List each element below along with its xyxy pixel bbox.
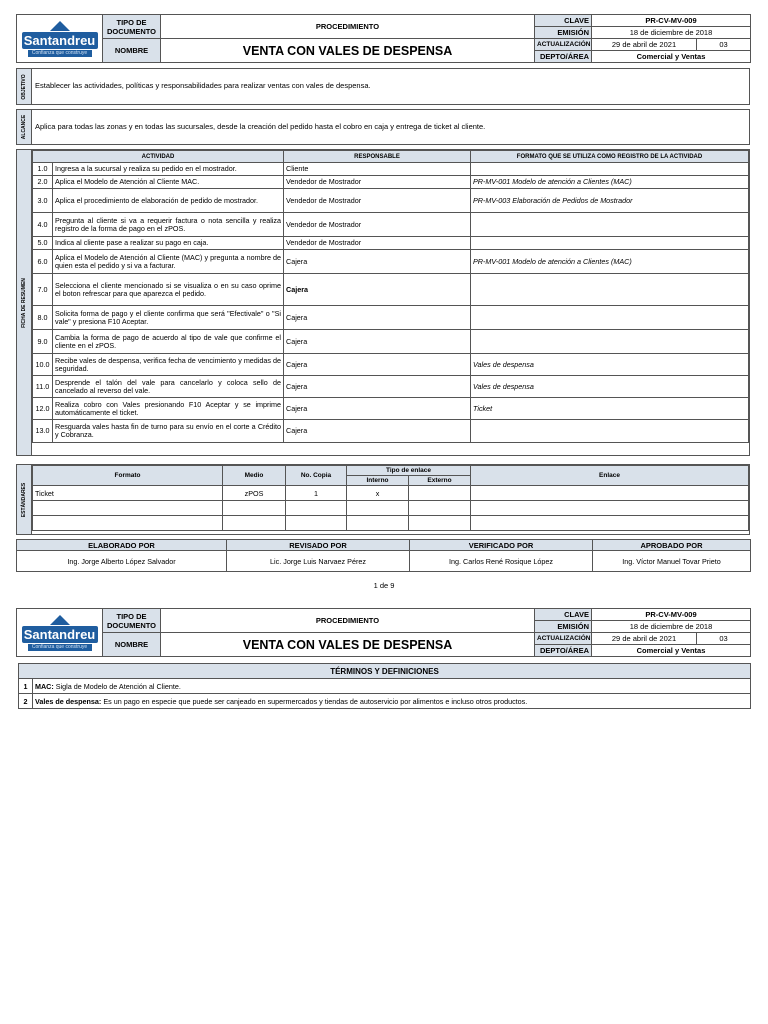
table-row [33, 250, 749, 274]
std-copias [286, 516, 347, 531]
std-medio [223, 501, 286, 516]
company-logo [17, 15, 103, 63]
logo-name: Santandreu [22, 32, 98, 49]
row-num: 3.0 [33, 189, 53, 213]
estandares-label: ESTÁNDARES [21, 482, 27, 517]
row-responsable: Vendedor de Mostrador [284, 189, 471, 213]
logo-tagline: Confianza que construye [28, 644, 92, 651]
emision-label: EMISIÓN [535, 27, 592, 39]
list-item [19, 694, 751, 709]
std-formato [33, 516, 223, 531]
list-item [19, 679, 751, 694]
row-num: 8.0 [33, 306, 53, 330]
term-definition: Sigla de Modelo de Atención al Cliente. [53, 681, 181, 691]
ficha-section [16, 149, 750, 456]
estandares-section [16, 464, 750, 535]
std-interno [347, 516, 409, 531]
header-enlace: Enlace [471, 466, 749, 486]
std-interno [347, 501, 409, 516]
header-responsable: RESPONSABLE [284, 151, 471, 163]
row-responsable: Cajera [284, 306, 471, 330]
header-interno: Interno [347, 476, 409, 486]
table-row [33, 420, 749, 443]
activities-table [32, 150, 749, 443]
table-row [33, 354, 749, 376]
tipo-value: PROCEDIMIENTO [161, 15, 535, 39]
std-formato: Ticket [33, 486, 223, 501]
table-row [33, 176, 749, 189]
term-definition: Es un pago en especie que puede ser canjeado en supermercados y tiendas de autoservicio por alimentos e incluso otros productos. [101, 696, 528, 706]
actualizacion-value: 29 de abril de 2021 [592, 39, 697, 51]
objetivo-label: OBJETIVO [21, 73, 27, 100]
term-entry [33, 679, 751, 694]
nombre-label: NOMBRE [103, 39, 161, 63]
std-medio [223, 516, 286, 531]
verificado-name: Ing. Carlos René Rosique López [410, 551, 593, 572]
actualizacion-value: 29 de abril de 2021 [592, 633, 697, 645]
table-row [33, 376, 749, 398]
signatures-table [16, 539, 751, 572]
row-formato: Vales de despensa [471, 354, 749, 376]
terms-table [18, 663, 751, 709]
emision-value: 18 de diciembre de 2018 [592, 27, 751, 39]
logo-name: Santandreu [22, 626, 98, 643]
std-copias: 1 [286, 486, 347, 501]
row-formato [471, 420, 749, 443]
depto-value: Comercial y Ventas [592, 645, 751, 657]
term-name: MAC: [35, 681, 54, 691]
row-actividad: Resguarda vales hasta fin de turno para su envío en el corte a Crédito y Cobranza. [53, 420, 284, 443]
revisado-name: Lic. Jorge Luis Narvaez Pérez [227, 551, 410, 572]
alcance-text: Aplica para todas las zonas y en todas las sucursales, desde la creación del pedido hasta el cobro en caja y entrega de ticket al cliente. [35, 122, 486, 131]
ficha-label: FICHA DE RESUMEN [21, 277, 27, 328]
row-responsable: Cajera [284, 398, 471, 420]
row-responsable: Cajera [284, 330, 471, 354]
row-actividad: Aplica el Modelo de Atención al Cliente MAC. [53, 176, 284, 189]
tipo-label: TIPO DE DOCUMENTO [103, 609, 161, 633]
table-row [33, 163, 749, 176]
row-formato: PR-MV-003 Elaboración de Pedidos de Mostrador [471, 189, 749, 213]
page2-header [16, 608, 750, 657]
row-actividad: Pregunta al cliente si va a requerir factura o nota sencilla y realiza registro de la forma de pago en el zPOS. [53, 213, 284, 237]
row-num: 6.0 [33, 250, 53, 274]
depto-value: Comercial y Ventas [592, 51, 751, 63]
table-row [33, 274, 749, 306]
revision-value: 03 [697, 39, 751, 51]
table-row [33, 306, 749, 330]
row-responsable: Cliente [284, 163, 471, 176]
header-tipo-enlace: Tipo de enlace [347, 466, 471, 476]
house-icon [50, 21, 70, 31]
std-formato [33, 501, 223, 516]
row-formato: Vales de despensa [471, 376, 749, 398]
depto-label: DEPTO/ÁREA [535, 51, 592, 63]
revision-value: 03 [697, 633, 751, 645]
clave-value: PR-CV-MV-009 [592, 609, 751, 621]
row-num: 11.0 [33, 376, 53, 398]
row-formato [471, 163, 749, 176]
header-medio: Medio [223, 466, 286, 486]
actualizacion-label: ACTUALIZACIÓN [535, 39, 592, 51]
row-actividad: Desprende el talón del vale para cancelarlo y coloca sello de cancelado al reverso del vale. [53, 376, 284, 398]
table-row [33, 501, 749, 516]
page-number: 1 de 9 [373, 581, 395, 590]
std-externo [409, 486, 471, 501]
header-copias: No. Copia [286, 466, 347, 486]
row-num: 13.0 [33, 420, 53, 443]
row-formato [471, 306, 749, 330]
std-enlace [471, 486, 749, 501]
term-num: 1 [19, 679, 33, 694]
emision-value: 18 de diciembre de 2018 [592, 621, 751, 633]
header-actividad: ACTIVIDAD [33, 151, 284, 163]
alcance-section [16, 109, 750, 145]
company-logo [17, 609, 103, 657]
row-actividad: Cambia la forma de pago de acuerdo al tipo de vale que confirme el cliente en el zPOS. [53, 330, 284, 354]
std-externo [409, 516, 471, 531]
std-interno: x [347, 486, 409, 501]
nombre-value: VENTA CON VALES DE DESPENSA [161, 633, 535, 657]
house-icon [50, 615, 70, 625]
std-enlace [471, 516, 749, 531]
row-actividad: Aplica el procedimiento de elaboración de pedido de mostrador. [53, 189, 284, 213]
elaborado-header: ELABORADO POR [17, 540, 227, 551]
row-num: 9.0 [33, 330, 53, 354]
row-num: 12.0 [33, 398, 53, 420]
header-formato: FORMATO QUE SE UTILIZA COMO REGISTRO DE LA ACTIVIDAD [471, 151, 749, 163]
std-externo [409, 501, 471, 516]
actualizacion-label: ACTUALIZACIÓN [535, 633, 592, 645]
row-actividad: Indica al cliente pase a realizar su pago en caja. [53, 237, 284, 250]
depto-label: DEPTO/ÁREA [535, 645, 592, 657]
row-formato: Ticket [471, 398, 749, 420]
revisado-header: REVISADO POR [227, 540, 410, 551]
table-row [33, 486, 749, 501]
table-row [33, 398, 749, 420]
emision-label: EMISIÓN [535, 621, 592, 633]
tipo-label: TIPO DE DOCUMENTO [103, 15, 161, 39]
aprobado-header: APROBADO POR [593, 540, 751, 551]
row-actividad: Recibe vales de despensa, verifica fecha de vencimiento y medidas de seguridad. [53, 354, 284, 376]
row-formato: PR-MV-001 Modelo de atención a Clientes (MAC) [471, 176, 749, 189]
row-num: 4.0 [33, 213, 53, 237]
terms-title: TÉRMINOS Y DEFINICIONES [19, 664, 751, 679]
page1-header [16, 14, 750, 63]
tipo-value: PROCEDIMIENTO [161, 609, 535, 633]
objetivo-text: Establecer las actividades, políticas y responsabilidades para realizar ventas con vales de despensa. [35, 81, 371, 90]
term-name: Vales de despensa: [35, 696, 102, 706]
row-responsable: Vendedor de Mostrador [284, 237, 471, 250]
header-formato: Formato [33, 466, 223, 486]
row-responsable: Cajera [284, 250, 471, 274]
term-entry [33, 694, 751, 709]
std-enlace [471, 501, 749, 516]
row-actividad: Selecciona el cliente mencionado si se visualiza o en su caso oprime el boton refrescar para que aparezca el pedido. [53, 274, 284, 306]
row-formato: PR-MV-001 Modelo de atención a Clientes (MAC) [471, 250, 749, 274]
std-medio: zPOS [223, 486, 286, 501]
row-formato [471, 213, 749, 237]
row-responsable: Cajera [284, 354, 471, 376]
verificado-header: VERIFICADO POR [410, 540, 593, 551]
row-actividad: Solicita forma de pago y el cliente confirma que será "Efectivale" o "Si vale" y presiona F10 Aceptar. [53, 306, 284, 330]
row-formato [471, 274, 749, 306]
row-formato [471, 330, 749, 354]
row-num: 5.0 [33, 237, 53, 250]
row-formato [471, 237, 749, 250]
clave-value: PR-CV-MV-009 [592, 15, 751, 27]
std-copias [286, 501, 347, 516]
nombre-value: VENTA CON VALES DE DESPENSA [161, 39, 535, 63]
row-responsable: Cajera [284, 376, 471, 398]
aprobado-name: Ing. Víctor Manuel Tovar Prieto [593, 551, 751, 572]
alcance-label: ALCANCE [21, 114, 27, 140]
nombre-label: NOMBRE [103, 633, 161, 657]
standards-table [32, 465, 749, 531]
logo-tagline: Confianza que construye [28, 50, 92, 57]
table-row [33, 330, 749, 354]
row-num: 7.0 [33, 274, 53, 306]
row-num: 2.0 [33, 176, 53, 189]
row-responsable: Vendedor de Mostrador [284, 176, 471, 189]
table-row [33, 516, 749, 531]
clave-label: CLAVE [535, 15, 592, 27]
objetivo-section [16, 68, 750, 105]
row-num: 1.0 [33, 163, 53, 176]
row-actividad: Realiza cobro con Vales presionando F10 Aceptar y se imprime automáticamente el ticket. [53, 398, 284, 420]
row-num: 10.0 [33, 354, 53, 376]
table-row [33, 237, 749, 250]
row-actividad: Aplica el Modelo de Atención al Cliente (MAC) y pregunta a nombre de quien esta el pedido y si va a facturar. [53, 250, 284, 274]
elaborado-name: Ing. Jorge Alberto López Salvador [17, 551, 227, 572]
row-actividad: Ingresa a la sucursal y realiza su pedido en el mostrador. [53, 163, 284, 176]
table-row [33, 213, 749, 237]
term-num: 2 [19, 694, 33, 709]
row-responsable: Vendedor de Mostrador [284, 213, 471, 237]
row-responsable: Cajera [284, 420, 471, 443]
row-responsable: Cajera [284, 274, 471, 306]
table-row [33, 189, 749, 213]
header-externo: Externo [409, 476, 471, 486]
clave-label: CLAVE [535, 609, 592, 621]
